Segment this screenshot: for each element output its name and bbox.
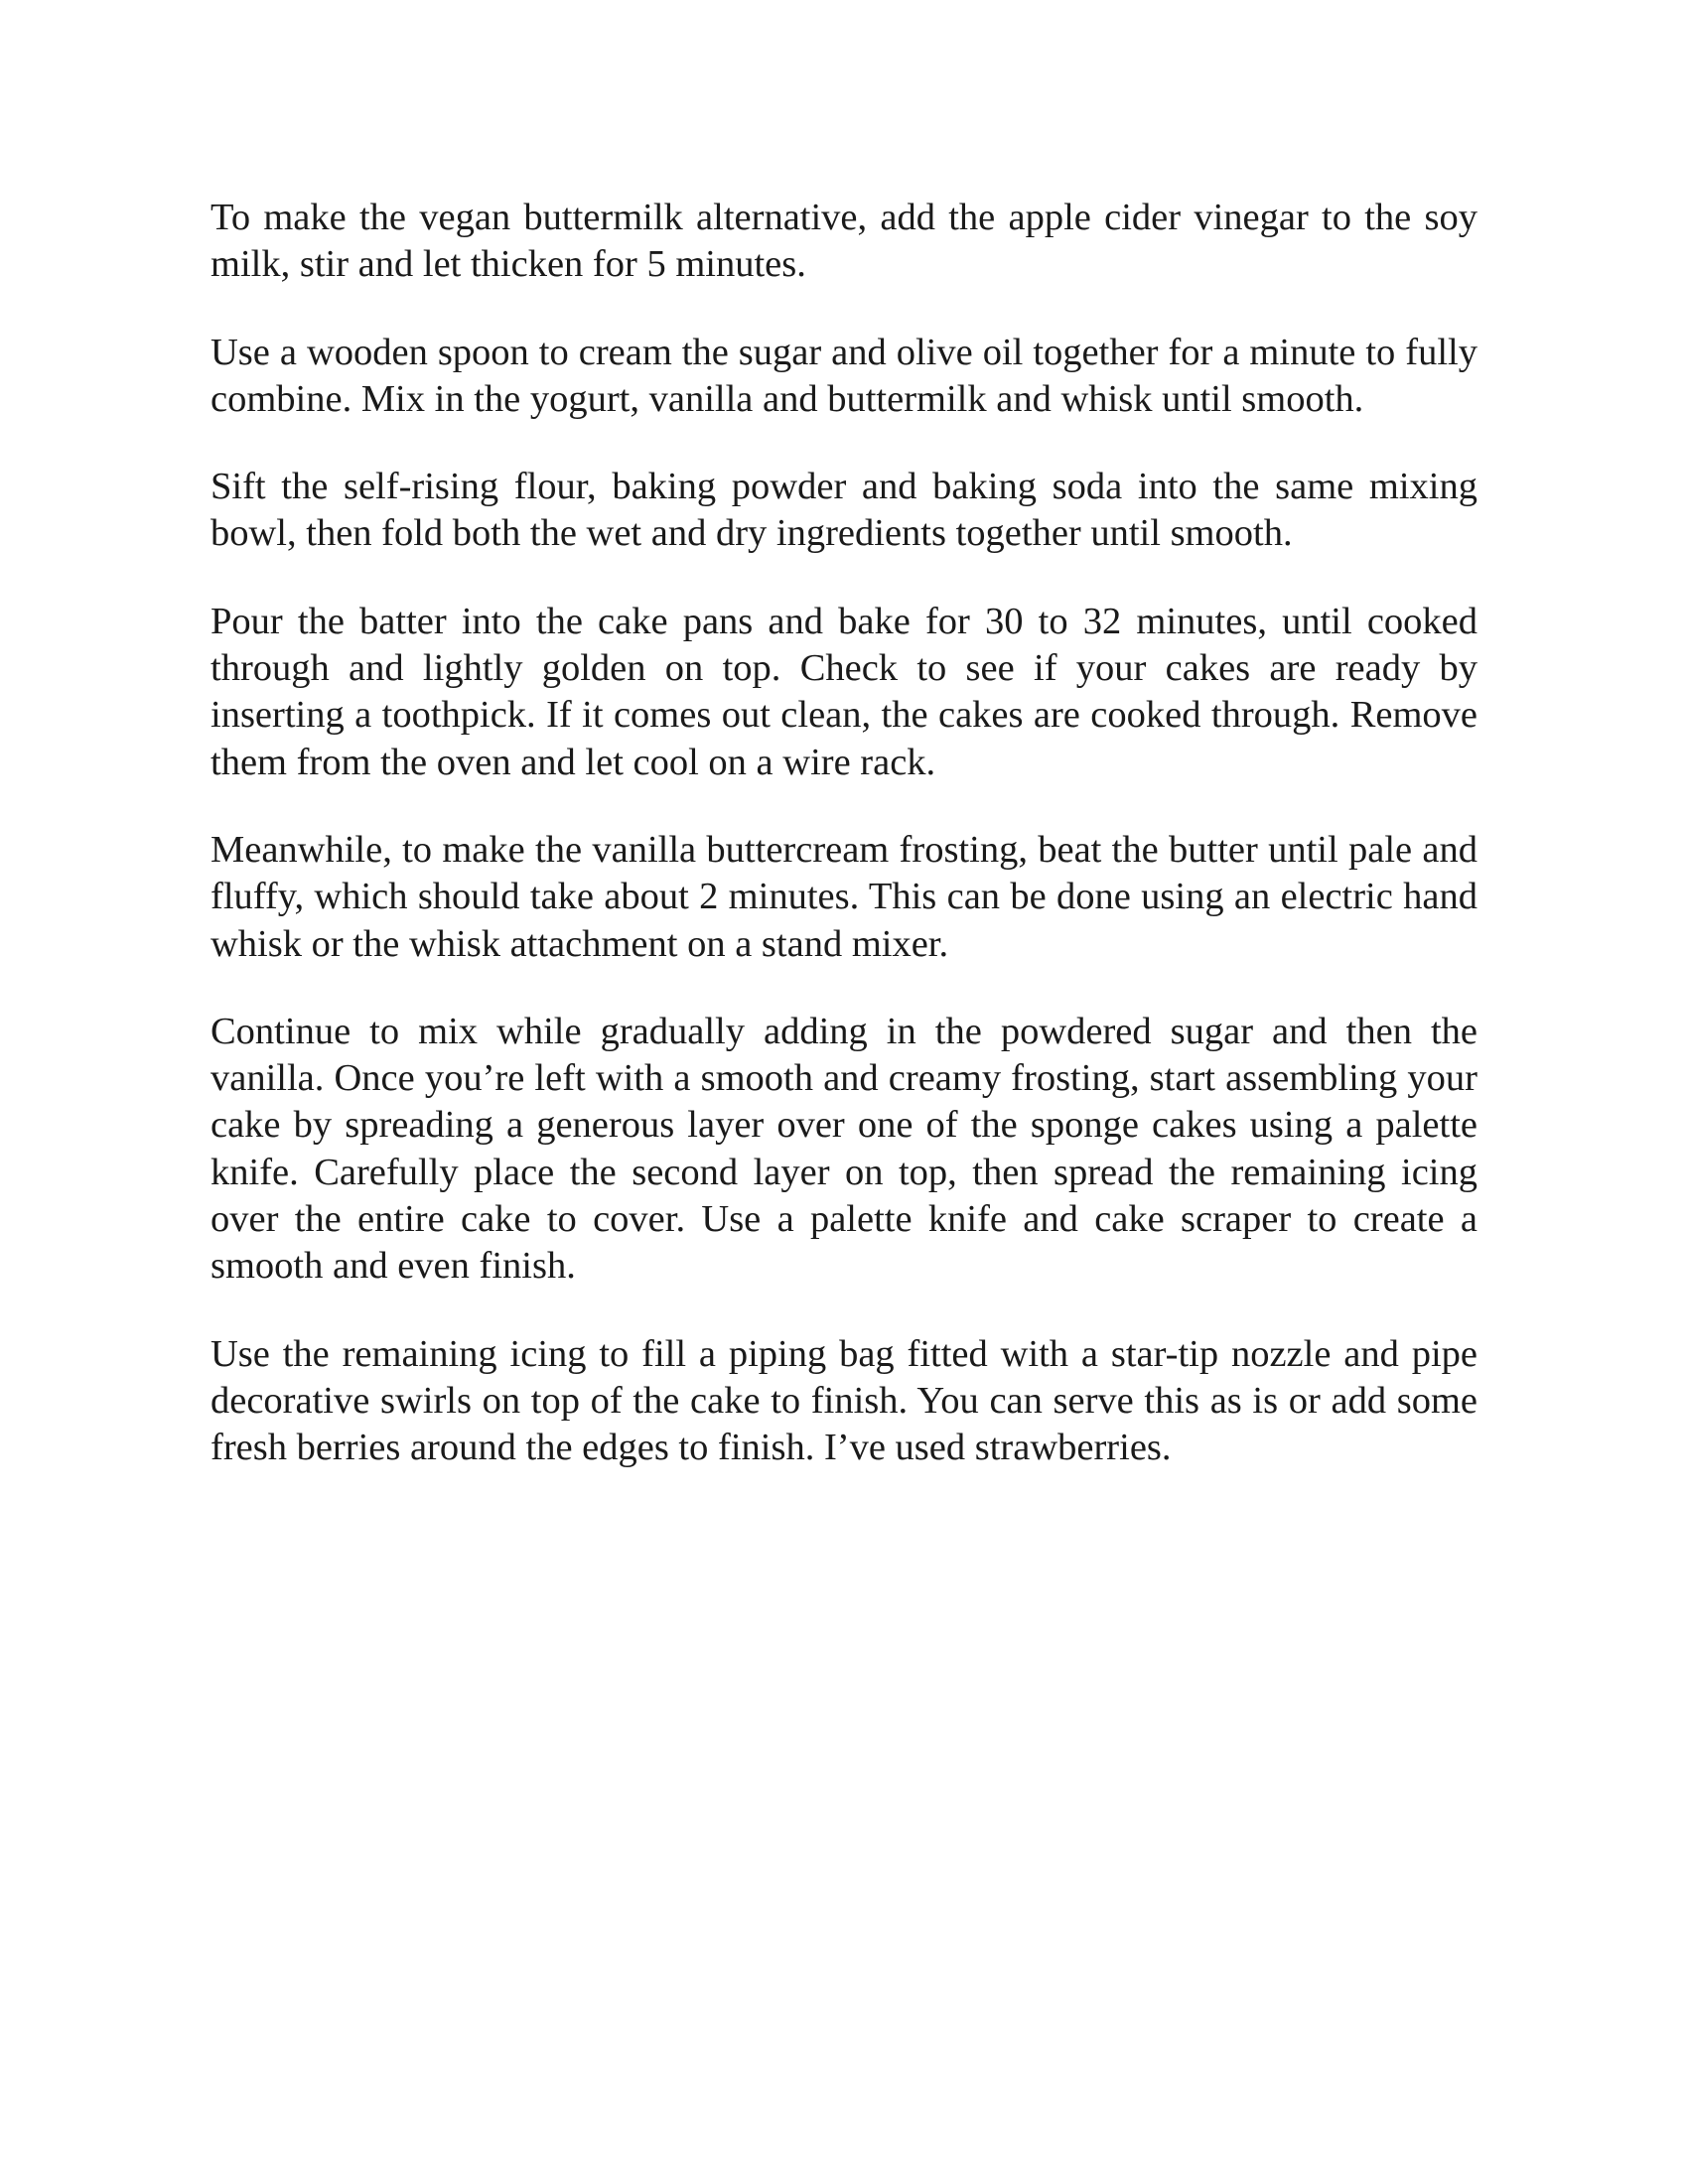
paragraph-sift-flour: Sift the self-rising flour, baking powder and baking soda into the same mixing bowl, then fold both the wet and dry ingredients together until smooth. <box>211 466 1477 555</box>
paragraph-frosting: Meanwhile, to make the vanilla buttercream frosting, beat the butter until pale and fluffy, which should take about 2 minutes. This can be done using an electric hand whisk or the whisk attachment on a stand mixer. <box>211 828 1477 965</box>
paragraph-cream-sugar: Use a wooden spoon to cream the sugar and olive oil together for a minute to fully combine. Mix in the yogurt, vanilla and buttermilk and whisk until smooth. <box>211 331 1477 420</box>
paragraph-buttermilk: To make the vegan buttermilk alternative, add the apple cider vinegar to the soy milk, stir and let thicken for 5 minutes. <box>211 197 1477 286</box>
paragraph-assemble: Continue to mix while gradually adding in the powdered sugar and then the vanilla. Once you’re left with a smooth and creamy frosting, start assembling your cake by spreading a generous layer over one of the sponge cakes using a palette knife. Carefully place the second layer on top, then spread the remaining icing over the entire cake to cover. Use a palette knife and cake scraper to create a smooth and even finish. <box>211 1010 1477 1288</box>
paragraph-decorate: Use the remaining icing to fill a piping bag fitted with a star-tip nozzle and pipe decorative swirls on top of the cake to finish. You can serve this as is or add some fresh berries around the edges to finish. I’ve used strawberries. <box>211 1332 1477 1469</box>
paragraph-bake: Pour the batter into the cake pans and bake for 30 to 32 minutes, until cooked through and lightly golden on top. Check to see if your cakes are ready by inserting a toothpick. If it comes out clean, the cakes are cooked through. Remove them from the oven and let cool on a wire rack. <box>211 600 1477 783</box>
document-body <box>211 195 1477 1513</box>
